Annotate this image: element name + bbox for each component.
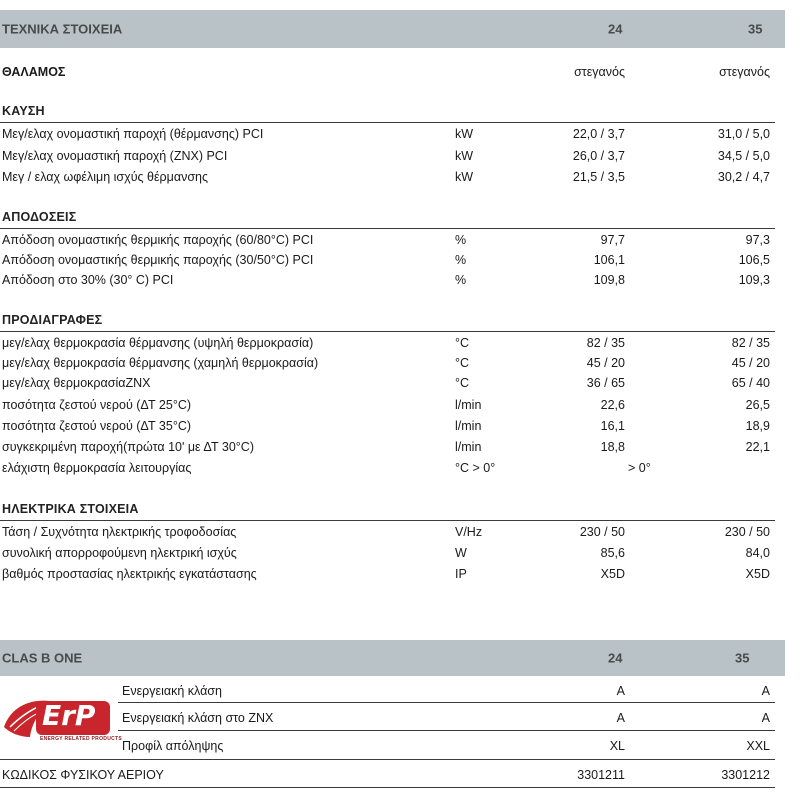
chamber-label: ΘΑΛΑΜΟΣ [2, 65, 66, 79]
model-col-24: 24 [608, 650, 623, 666]
table-row: συγκεκριμένη παροχή(πρώτα 10' με ΔΤ 30°C) l/min 18,8 22,1 [2, 440, 770, 454]
table-row: ποσότητα ζεστού νερού (ΔΤ 35°C) l/min 16,1 18,9 [2, 419, 770, 433]
header-band [0, 10, 785, 48]
table-row: Απόδοση ονομαστικής θερμικής παροχής (60/80°C) PCI % 97,7 97,3 [2, 233, 770, 247]
erp-logo-text: ErP [42, 699, 96, 732]
header-col-24: 24 [608, 21, 623, 37]
table-row: βαθμός προστασίας ηλεκτρικής εγκατάστασης IP X5D X5D [2, 567, 770, 581]
model-col-35: 35 [735, 650, 750, 666]
table-row: Μεγ/ελαχ ονομαστική παροχή (ΖΝΧ) PCI kW 26,0 / 3,7 34,5 / 5,0 [2, 149, 770, 163]
row-divider [0, 759, 775, 760]
header-col-35: 35 [748, 21, 763, 37]
erp-logo-subtext: ENERGY RELATED PRODUCTS [40, 736, 122, 742]
chamber-value-35: στεγανός [719, 65, 770, 79]
section-rule [0, 520, 775, 521]
table-row: Απόδοση στο 30% (30° C) PCI % 109,8 109,3 [2, 273, 770, 287]
section-rule [0, 228, 775, 229]
section-title-electrical: ΗΛΕΚΤΡΙΚΑ ΣΤΟΙΧΕΙΑ [2, 502, 139, 516]
table-row: Ενεργειακή κλάση A A [122, 684, 770, 698]
section-title-specifications: ΠΡΟΔΙΑΓΡΑΦΕΣ [2, 313, 103, 327]
header-title: ΤΕΧΝΙΚΑ ΣΤΟΙΧΕΙΑ [2, 21, 123, 37]
model-band [0, 640, 785, 676]
table-row: συνολική απορροφούμενη ηλεκτρική ισχύς W 85,6 84,0 [2, 546, 770, 560]
table-row: Μεγ / ελαχ ωφέλιμη ισχύς θέρμανσης kW 21,5 / 3,5 30,2 / 4,7 [2, 170, 770, 184]
chamber-value-24: στεγανός [574, 65, 625, 79]
section-rule [0, 331, 775, 332]
table-row: Απόδοση ονομαστικής θερμικής παροχής (30/50°C) PCI % 106,1 106,5 [2, 253, 770, 267]
section-rule [0, 122, 775, 123]
model-title: CLAS B ONE [2, 650, 83, 666]
chamber-row [0, 62, 785, 82]
table-row: Προφίλ απόληψης XL XXL [122, 739, 770, 753]
table-row: Τάση / Συχνότητα ηλεκτρικής τροφοδοσίας V/Hz 230 / 50 230 / 50 [2, 525, 770, 539]
row-divider [118, 702, 775, 703]
table-row: ποσότητα ζεστού νερού (ΔΤ 25°C) l/min 22,6 26,5 [2, 398, 770, 412]
table-row: μεγ/ελαχ θερμοκρασίαΖΝΧ °C 36 / 65 65 / 40 [2, 376, 770, 390]
table-row: Μεγ/ελαχ ονομαστική παροχή (θέρμανσης) PCI kW 22,0 / 3,7 31,0 / 5,0 [2, 127, 770, 141]
table-row: Ενεργειακή κλάση στο ΖΝΧ A A [122, 711, 770, 725]
row-divider [118, 730, 775, 731]
table-row: μεγ/ελαχ θερμοκρασία θέρμανσης (υψηλή θερμοκρασία) °C 82 / 35 82 / 35 [2, 336, 770, 350]
table-row: μεγ/ελαχ θερμοκρασία θέρμανσης (χαμηλή θερμοκρασία) °C 45 / 20 45 / 20 [2, 356, 770, 370]
section-title-efficiency: ΑΠΟΔΟΣΕΙΣ [2, 210, 77, 224]
section-title-combustion: ΚΑΥΣΗ [2, 104, 45, 118]
table-row: ελάχιστη θερμοκρασία λειτουργίας °C > 0° > 0° [2, 461, 651, 475]
code-row: ΚΩΔΙΚΟΣ ΦΥΣΙΚΟΥ ΑΕΡΙΟΥ 3301211 3301212 [2, 768, 770, 782]
row-divider [0, 787, 775, 788]
